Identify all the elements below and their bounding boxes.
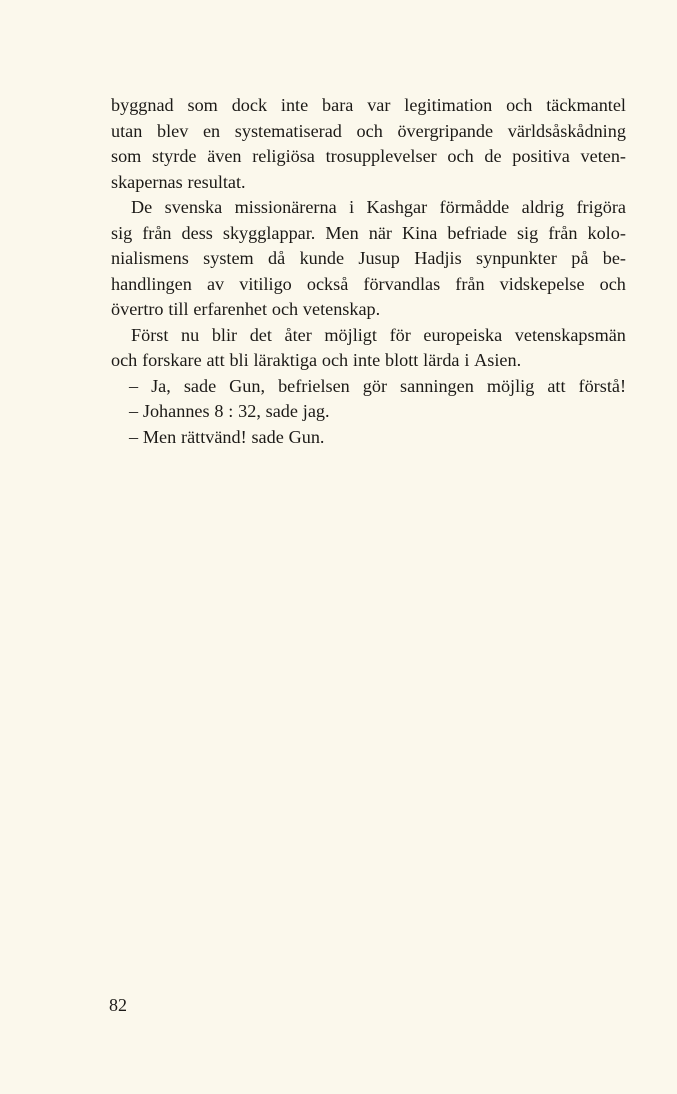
word: möjligt [324,324,377,345]
text-line [111,221,626,247]
word: inte [280,95,309,115]
word: sade [251,426,284,447]
word: sade [183,375,217,396]
text-line [111,425,626,451]
word: sig [516,222,539,243]
word: det [249,324,272,345]
word: handlingen [111,273,192,294]
word: när [368,222,392,243]
word: positiva [512,146,570,166]
word: för [389,324,411,345]
word: världsåskådning [507,120,626,141]
word: Gun. [288,426,325,447]
word: även [207,146,242,166]
word: aldrig [521,197,565,217]
word: på [571,248,589,268]
word: system [203,248,254,268]
word: och [111,350,138,370]
word: och [271,299,299,319]
word: övergripande [397,120,494,141]
text-line [111,195,626,221]
word: religiösa [252,146,315,166]
word: Jusup [358,248,400,268]
word: då [268,248,286,268]
word: europeiska [423,324,503,345]
word: av [206,273,225,294]
word: inte [352,350,381,370]
word: legitimation [404,95,493,115]
text-line [111,323,626,349]
word: befrielsen [278,375,350,396]
word: och [599,273,626,294]
word: sig [111,222,133,243]
word: resultat. [187,171,246,192]
word: be- [602,248,626,268]
word: vetenskapsmän [514,324,626,345]
word: frigöra [576,197,626,217]
word: Asien. [474,350,522,370]
word: från [455,273,485,294]
word: systematiserad [234,120,342,141]
word: – [129,375,139,396]
word: att [206,350,225,370]
word: dess [181,222,213,243]
word: övertro [111,299,164,319]
word: missionärerna [234,197,337,217]
word: som [187,95,218,115]
word: vidskepelse [499,273,585,294]
word: kolo- [587,222,626,243]
text-line [111,144,626,170]
word: och [447,146,474,166]
text-line [111,348,626,374]
word: styrde [152,146,197,166]
page-number: 82 [109,995,127,1015]
text-line [111,93,626,119]
word: Ja, [151,375,171,396]
word: Men [142,426,177,447]
word: erfarenhet [193,299,268,319]
word: från [548,222,578,243]
word: också [306,273,349,294]
word: skapernas [111,171,183,192]
word: De [131,197,153,217]
word: forskare [142,350,202,370]
word: nialismens [111,248,189,268]
text-line [111,374,626,400]
word: bara [322,95,354,115]
word: byggnad [111,95,174,115]
word: – [129,426,139,447]
word: i [464,350,470,370]
word: svenska [164,197,223,217]
word: att [547,375,566,396]
word: och [506,95,533,115]
word: rättvänd! [181,426,247,447]
word: en [202,120,221,141]
word: Hadjis [414,248,462,268]
word: – [129,401,139,421]
text-line [111,246,626,272]
body-text [111,93,626,450]
word: och [356,120,383,141]
word: som [111,146,142,166]
word: förstå! [578,375,626,396]
word: veten- [580,146,626,166]
word: Kashgar [366,197,428,217]
word: åter [284,324,312,345]
word: de [484,146,502,166]
word: vetenskap. [302,299,381,319]
text-line [111,272,626,298]
word: i [349,197,355,217]
word: Johannes [142,401,210,421]
word: Gun, [229,375,266,396]
text-line [111,170,626,196]
word: utan [111,120,143,141]
word: möjlig [486,375,535,396]
word: blott [385,350,419,370]
word: nu [181,324,200,345]
word: sanningen [400,375,474,396]
word: och [321,350,349,370]
text-line [111,119,626,145]
word: 8 [214,401,224,421]
word: blir [211,324,238,345]
word: jag. [302,401,330,421]
word: var [367,95,391,115]
word: Kina [401,222,438,243]
word: blev [156,120,189,141]
word: gör [362,375,388,396]
word: Men [325,222,359,243]
word: 32, [238,401,261,421]
word: trosupplevelser [325,146,437,166]
word: Först [131,324,169,345]
text-line [111,297,626,323]
word: skygglappar. [222,222,316,243]
text-line [111,399,626,425]
word: kunde [299,248,345,268]
word: vitiligo [239,273,292,294]
word: befriade [447,222,507,243]
word: lärda [423,350,460,370]
word: dock [231,95,268,115]
word: förmådde [439,197,510,217]
word: läraktiga [253,350,318,370]
word: sade [265,401,298,421]
word: från [142,222,172,243]
word: : [228,401,234,421]
word: förvandlas [363,273,441,294]
word: till [168,299,189,319]
word: täckmantel [546,95,626,115]
word: bli [229,350,249,370]
word: synpunkter [476,248,557,268]
